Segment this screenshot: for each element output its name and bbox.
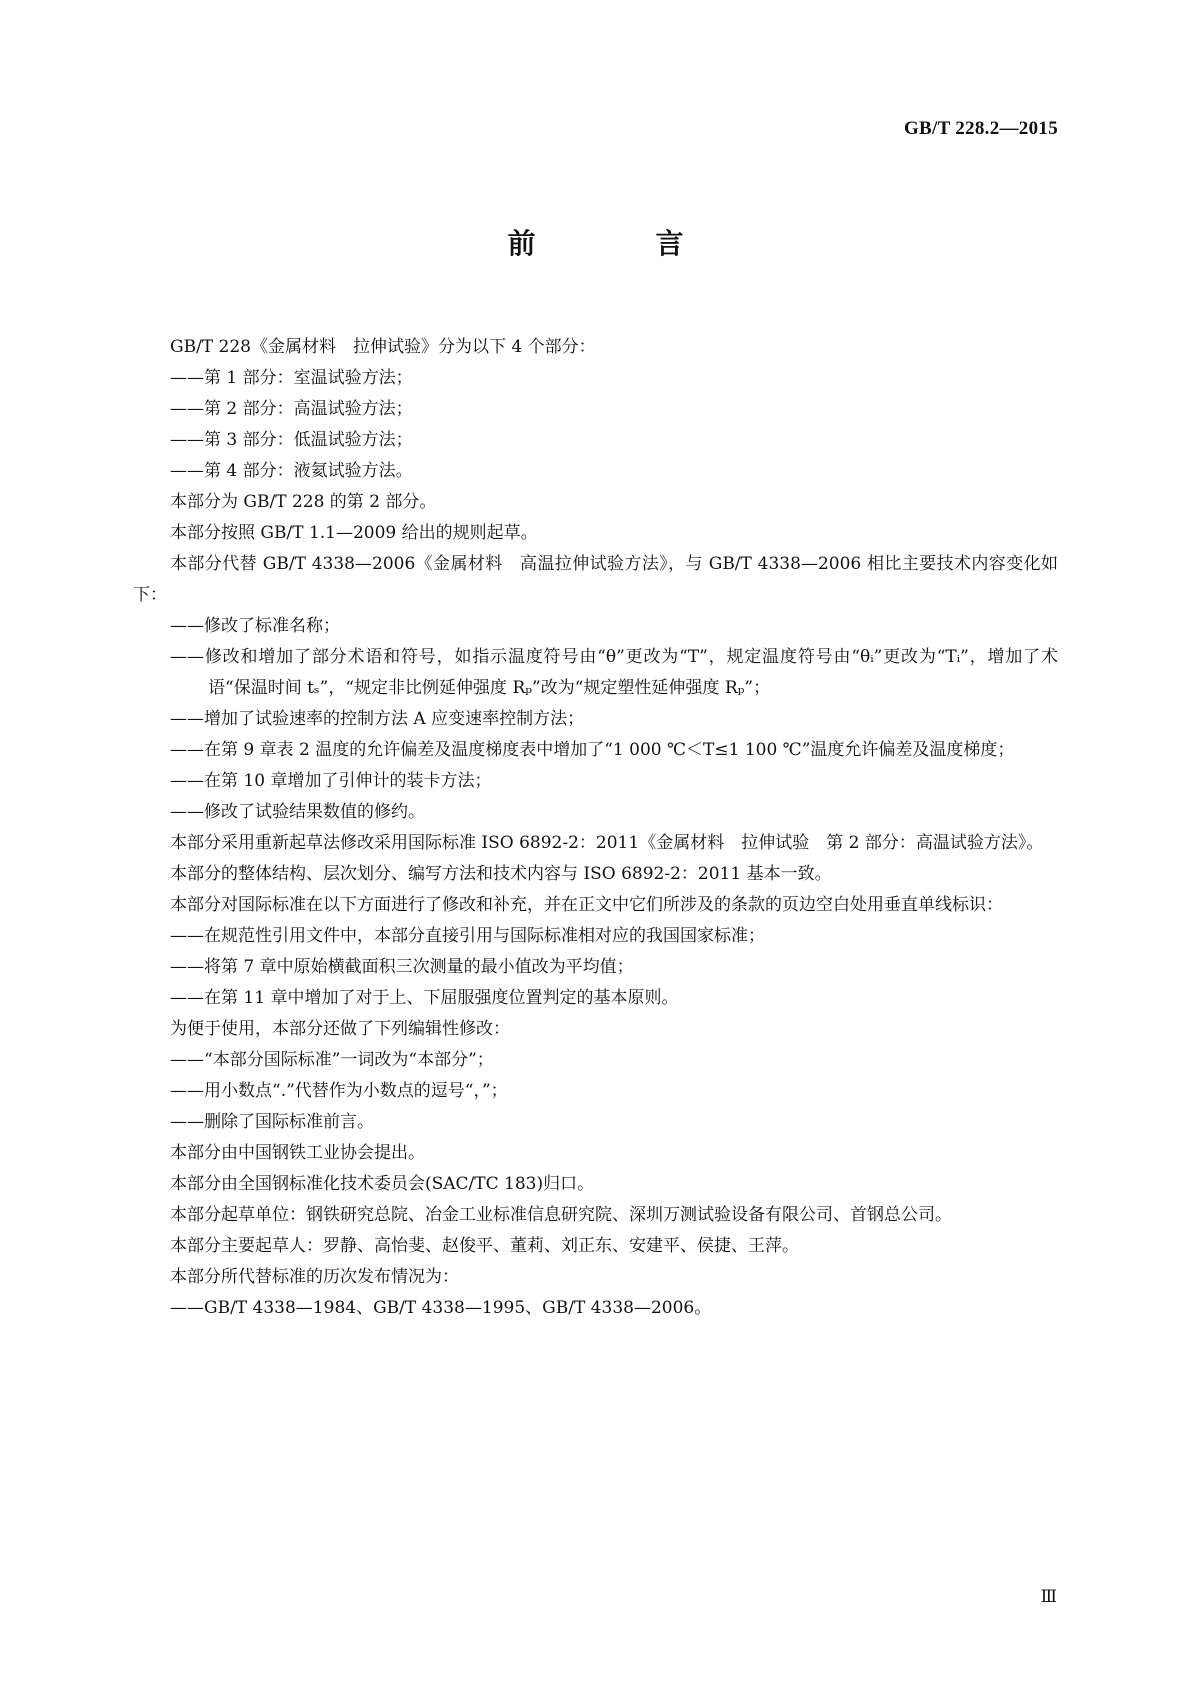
paragraph: 为便于使用，本部分还做了下列编辑性修改：: [170, 1019, 510, 1039]
standard-number-header: GB/T 228.2—2015: [903, 118, 1058, 139]
paragraph: GB/T 228《金属材料 拉伸试验》分为以下 4 个部分：: [170, 337, 596, 357]
paragraph: 本部分主要起草人：罗静、高怡斐、赵俊平、董莉、刘正东、安建平、侯捷、王萍。: [170, 1236, 799, 1256]
paragraph: 本部分对国际标准在以下方面进行了修改和补充，并在正文中它们所涉及的条款的页边空白处用垂直单线标识：: [170, 895, 1003, 915]
paragraph: 本部分由全国钢标准化技术委员会(SAC/TC 183)归口。: [170, 1174, 595, 1194]
list-item: ——修改了试验结果数值的修约。: [170, 802, 425, 822]
paragraph: 本部分按照 GB/T 1.1—2009 给出的规则起草。: [170, 523, 538, 543]
list-item: ——第 4 部分：液氦试验方法。: [170, 461, 413, 481]
paragraph: 本部分由中国钢铁工业协会提出。: [170, 1143, 425, 1163]
list-item: ——修改了标准名称；: [170, 616, 340, 636]
paragraph: 本部分采用重新起草法修改采用国际标准 ISO 6892-2：2011《金属材料 拉伸试验 第 2 部分：高温试验方法》。: [170, 833, 1044, 853]
paragraph: 本部分的整体结构、层次划分、编写方法和技术内容与 ISO 6892-2：2011 基本一致。: [170, 864, 832, 884]
list-item: ——GB/T 4338—1984、GB/T 4338—1995、GB/T 4338—2006。: [170, 1298, 712, 1318]
list-item: ——将第 7 章中原始横截面积三次测量的最小值改为平均值；: [170, 957, 634, 977]
list-item: ——增加了试验速率的控制方法 A 应变速率控制方法；: [170, 709, 585, 729]
list-item: ——用小数点“.”代替作为小数点的逗号“，”；: [170, 1081, 508, 1101]
list-item: ——在第 11 章中增加了对于上、下屈服强度位置判定的基本原则。: [170, 988, 679, 1008]
list-item: ——第 1 部分：室温试验方法；: [170, 368, 413, 388]
list-item: ——在规范性引用文件中，本部分直接引用与国际标准相对应的我国国家标准；: [170, 926, 765, 946]
list-item: ——修改和增加了部分术语和符号，如指示温度符号由“θ”更改为“T”，规定温度符号由“θᵢ”更改为“Tᵢ”，增加了术语“保温时间 tₛ”，“规定非比例延伸强度 Rₚ”改为“规定塑性延伸强度 Rₚ”；: [170, 647, 1058, 698]
list-item: ——删除了国际标准前言。: [170, 1112, 374, 1132]
page-number: Ⅲ: [1040, 1587, 1057, 1606]
list-item: ——第 3 部分：低温试验方法；: [170, 430, 413, 450]
list-item: ——“本部分国际标准”一词改为“本部分”；: [170, 1050, 494, 1070]
list-item: ——第 2 部分：高温试验方法；: [170, 399, 413, 419]
paragraph: 本部分起草单位：钢铁研究总院、冶金工业标准信息研究院、深圳万测试验设备有限公司、首钢总公司。: [170, 1205, 952, 1225]
paragraph: 本部分代替 GB/T 4338—2006《金属材料 高温拉伸试验方法》，与 GB/T 4338—2006 相比主要技术内容变化如下：: [133, 554, 1058, 605]
foreword-body: [133, 332, 1058, 1324]
list-item: ——在第 10 章增加了引伸计的装卡方法；: [170, 771, 492, 791]
paragraph: 本部分为 GB/T 228 的第 2 部分。: [170, 492, 437, 512]
list-item: ——在第 9 章表 2 温度的允许偏差及温度梯度表中增加了“1 000 ℃＜T≤1 100 ℃”温度允许偏差及温度梯度；: [170, 740, 1015, 760]
paragraph: 本部分所代替标准的历次发布情况为：: [170, 1267, 459, 1287]
page-title: 前 言: [507, 227, 730, 260]
